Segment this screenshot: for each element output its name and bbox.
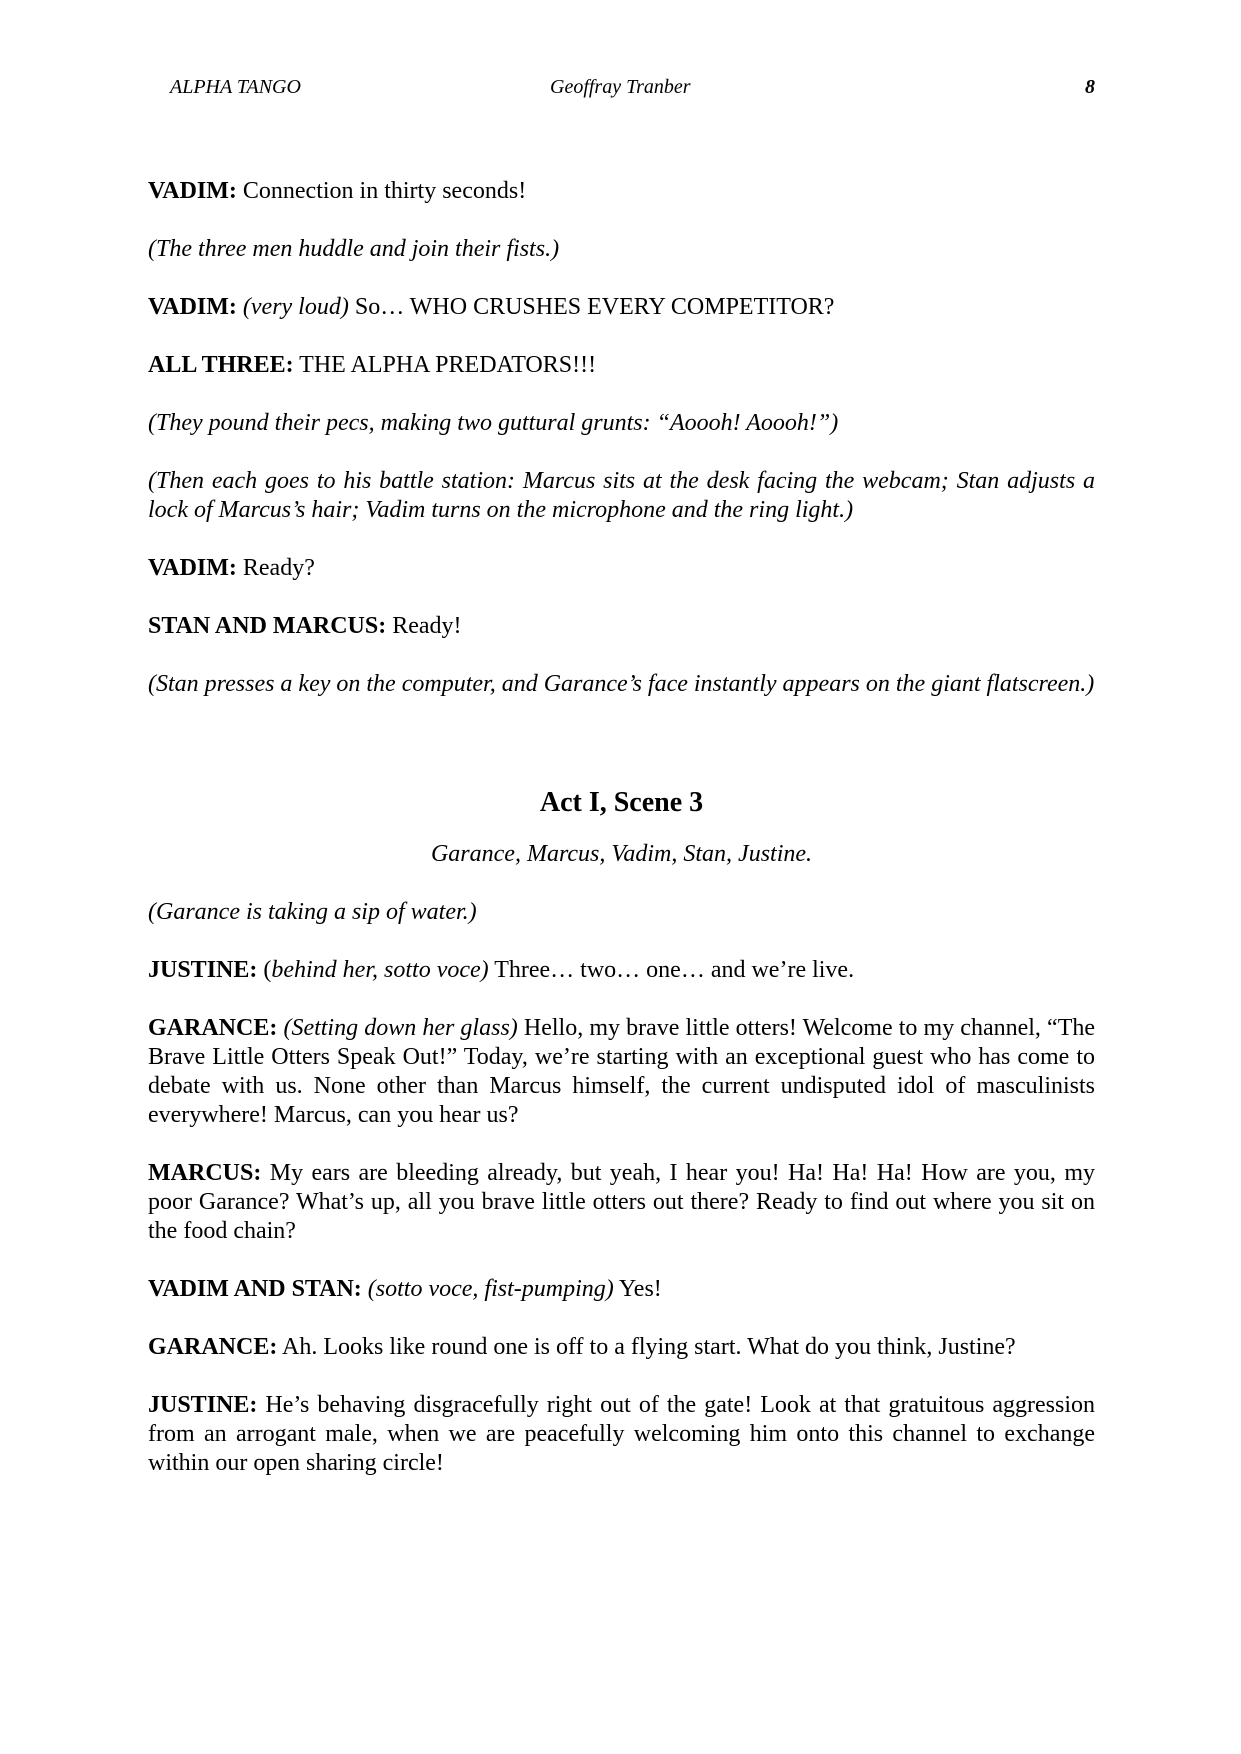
- dialogue-text: Ah. Looks like round one is off to a flying start. What do you think, Justine?: [277, 1334, 1016, 1360]
- header-author: Geoffray Tranber: [550, 76, 691, 98]
- script-body: [148, 177, 1095, 1507]
- dialogue-text: Yes!: [613, 1276, 662, 1302]
- dialogue-line: [148, 177, 1095, 206]
- stage-direction: (Then each goes to his battle station: Marcus sits at the desk facing the webcam; Stan adjusts a lock of Marcus’s hair; Vadim turns on the microphone and the ring light.): [148, 468, 1095, 523]
- speaker-name: JUSTINE:: [148, 957, 258, 983]
- dialogue-line: [148, 293, 1095, 322]
- dialogue-text: Ready?: [236, 555, 315, 581]
- dialogue-text: My ears are bleeding already, but yeah, I hear you! Ha! Ha! Ha! How are you, my poor Garance? What’s up, all you brave little otters out there? Ready to find out where you sit on the food chain?: [148, 1160, 1095, 1244]
- dialogue-text: He’s behaving disgracefully right out of the gate! Look at that gratuitous aggression from an arrogant male, when we are peacefully welcoming him onto this channel to exchange within our open sharing circle!: [148, 1392, 1095, 1476]
- speaker-name: GARANCE:: [148, 1015, 278, 1041]
- page-number: 8: [1085, 76, 1095, 98]
- speaker-name: ALL THREE:: [148, 352, 294, 378]
- paren-open: (: [257, 957, 272, 983]
- parenthetical: (sotto voce, fist-pumping): [367, 1276, 614, 1302]
- scene-title: Act I, Scene 3: [539, 787, 704, 818]
- dialogue-line: [148, 554, 1095, 583]
- dialogue-line: [148, 1159, 1095, 1246]
- dialogue-text: Hello, my brave little otters! Welcome to my channel, “The Brave Little Otters Speak Out!” Today, we’re starting with an exceptional guest who has come to debate with us. None other than Marcus himself, the current undisputed idol of masculinists everywhere! Marcus, can you hear us?: [148, 1015, 1096, 1128]
- parenthetical: (Setting down her glass): [283, 1015, 518, 1041]
- stage-direction: (Garance is taking a sip of water.): [148, 899, 477, 925]
- dialogue-line: [148, 1391, 1095, 1478]
- stage-direction: (Stan presses a key on the computer, and Garance’s face instantly appears on the giant flatscreen.): [148, 671, 1095, 697]
- speaker-name: VADIM AND STAN:: [148, 1276, 362, 1302]
- dialogue-line: [148, 1275, 1095, 1304]
- dialogue-text: Three… two… one… and we’re live.: [488, 957, 855, 983]
- dialogue-text: Connection in thirty seconds!: [236, 178, 527, 204]
- speaker-name: JUSTINE:: [148, 1392, 258, 1418]
- stage-direction: (The three men huddle and join their fists.): [148, 236, 560, 262]
- dialogue-line: [148, 1014, 1095, 1130]
- scene-cast: Garance, Marcus, Vadim, Stan, Justine.: [430, 841, 813, 867]
- speaker-name: STAN AND MARCUS:: [148, 613, 387, 639]
- parenthetical: behind her, sotto voce): [271, 957, 489, 983]
- header-title: ALPHA TANGO: [170, 76, 301, 98]
- dialogue-text: THE ALPHA PREDATORS!!!: [293, 352, 597, 378]
- dialogue-line: [148, 956, 1095, 985]
- stage-direction: (They pound their pecs, making two guttural grunts: “Aoooh! Aoooh!”): [148, 410, 839, 436]
- speaker-name: GARANCE:: [148, 1334, 278, 1360]
- speaker-name: VADIM:: [148, 555, 237, 581]
- dialogue-line: [148, 1333, 1095, 1362]
- page-header: [170, 76, 1095, 106]
- speaker-name: VADIM:: [148, 294, 237, 320]
- dialogue-line: [148, 612, 1095, 641]
- parenthetical: (very loud): [242, 294, 349, 320]
- dialogue-line: [148, 351, 1095, 380]
- speaker-name: MARCUS:: [148, 1160, 262, 1186]
- dialogue-text: Ready!: [386, 613, 462, 639]
- dialogue-text: So… WHO CRUSHES EVERY COMPETITOR?: [348, 294, 835, 320]
- speaker-name: VADIM:: [148, 178, 237, 204]
